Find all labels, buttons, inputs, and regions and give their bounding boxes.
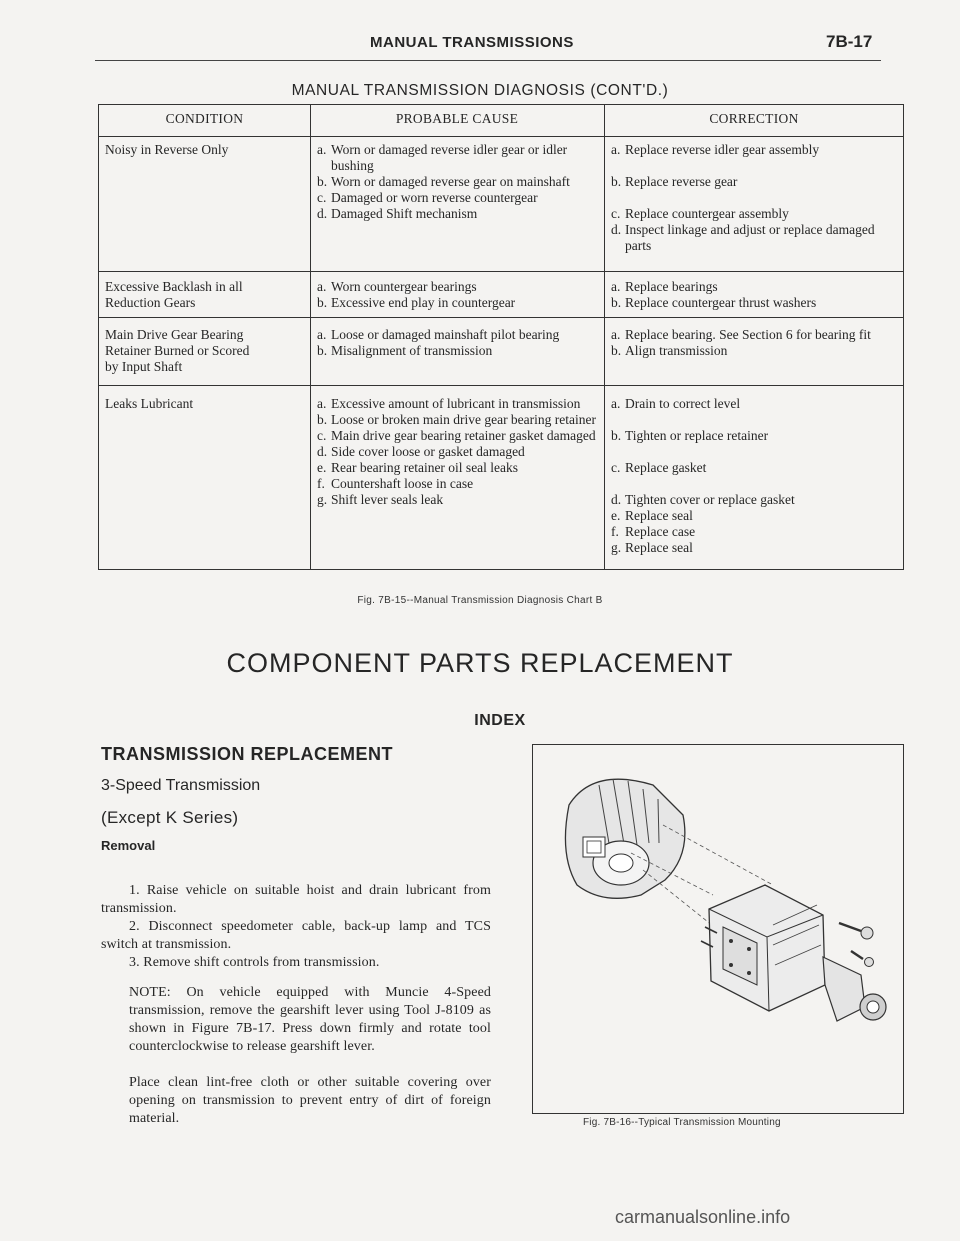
index-heading: INDEX — [474, 712, 526, 729]
qualifier-heading: (Except K Series) — [101, 808, 239, 827]
condition-line: Retainer Burned or Scored — [105, 343, 250, 358]
item-text: Damaged or worn reverse countergear — [331, 190, 538, 205]
figure-caption-7b-15: Fig. 7B-15--Manual Transmission Diagnosis Chart B — [357, 595, 603, 606]
sub-subheading: 3-Speed Transmission — [101, 777, 261, 794]
cause-item — [317, 492, 597, 508]
header-rule — [95, 60, 881, 61]
cause-item — [317, 327, 597, 343]
item-letter: b. — [317, 174, 328, 189]
correction-item — [611, 295, 897, 311]
item-text: Replace reverse gear — [625, 174, 738, 189]
page-number: 7B-17 — [826, 32, 873, 51]
column-header-condition: CONDITION — [165, 111, 244, 126]
subheading: TRANSMISSION REPLACEMENT — [101, 744, 394, 764]
item-text: Side cover loose or gasket damaged — [331, 444, 525, 459]
item-letter: c. — [611, 206, 621, 221]
cause-item — [317, 460, 597, 476]
item-text: Loose or broken main drive gear bearing retainer — [331, 412, 597, 427]
item-letter: c. — [611, 460, 621, 475]
row-divider — [99, 385, 903, 386]
section-heading: COMPONENT PARTS REPLACEMENT — [226, 648, 734, 678]
cause-cell — [317, 279, 597, 311]
condition-line: Noisy in Reverse Only — [105, 142, 229, 157]
item-letter: a. — [317, 396, 327, 411]
item-text: Align transmission — [625, 343, 728, 358]
item-text: Main drive gear bearing retainer gasket damaged — [331, 428, 596, 443]
item-letter: d. — [611, 492, 622, 507]
item-letter: b. — [611, 428, 622, 443]
item-text: Worn or damaged reverse gear on mainshaft — [331, 174, 570, 189]
item-letter: g. — [317, 492, 328, 507]
item-text: Tighten cover or replace gasket — [625, 492, 795, 507]
correction-item — [611, 222, 897, 254]
cause-item — [317, 142, 597, 174]
item-letter: a. — [317, 142, 327, 157]
condition-line: Leaks Lubricant — [105, 396, 194, 411]
correction-item — [611, 174, 897, 190]
procedure-heading: Removal — [101, 838, 156, 853]
watermark: carmanualsonline.info — [615, 1207, 791, 1227]
correction-item — [611, 279, 897, 295]
item-text: Worn countergear bearings — [331, 279, 477, 294]
step-paragraph: 1. Raise vehicle on suitable hoist and drain lubricant from transmission. — [101, 883, 491, 916]
column-header-probable-cause: PROBABLE CAUSE — [395, 111, 519, 126]
item-text: Inspect linkage and adjust or replace damaged parts — [625, 222, 875, 253]
condition-cell — [105, 327, 305, 375]
header-row-divider — [99, 136, 903, 137]
correction-cell — [611, 279, 897, 311]
item-letter: a. — [611, 279, 621, 294]
note-paragraph: NOTE: On vehicle equipped with Muncie 4-Speed transmission, remove the gearshift lever using Tool J-8109 as shown in Figure 7B-17. Press down firmly and rotate tool counterclockwise to release gearshift lever. — [129, 985, 491, 1054]
item-letter: c. — [317, 428, 327, 443]
cause-cell — [317, 327, 597, 359]
cause-item — [317, 174, 597, 190]
item-text: Worn or damaged reverse idler gear or idler bushing — [331, 142, 568, 173]
row-divider — [99, 317, 903, 318]
correction-item — [611, 540, 897, 556]
correction-cell — [611, 396, 897, 556]
cause-item — [317, 412, 597, 428]
row-divider — [99, 271, 903, 272]
item-letter: g. — [611, 540, 622, 555]
cause-item — [317, 428, 597, 444]
cause-item — [317, 343, 597, 359]
condition-line: Reduction Gears — [105, 295, 196, 310]
condition-cell — [105, 279, 305, 311]
correction-item — [611, 206, 897, 222]
item-letter: b. — [317, 343, 328, 358]
item-letter: b. — [611, 343, 622, 358]
item-letter: c. — [317, 190, 327, 205]
item-text: Misalignment of transmission — [331, 343, 493, 358]
condition-cell — [105, 142, 305, 158]
condition-cell — [105, 396, 305, 412]
cause-item — [317, 206, 597, 222]
correction-cell — [611, 327, 897, 359]
item-text: Replace bearing. See Section 6 for bearing fit — [625, 327, 871, 342]
step-paragraph: 3. Remove shift controls from transmission. — [129, 955, 380, 970]
cause-item — [317, 190, 597, 206]
item-text: Excessive amount of lubricant in transmission — [331, 396, 581, 411]
closing-paragraph: Place clean lint-free cloth or other suitable covering over opening on transmission to prevent entry of dirt of foreign material. — [129, 1075, 491, 1126]
item-letter: e. — [317, 460, 327, 475]
column-divider — [310, 105, 311, 569]
cause-item — [317, 444, 597, 460]
item-letter: a. — [611, 327, 621, 342]
item-letter: a. — [317, 327, 327, 342]
correction-item — [611, 492, 897, 508]
item-letter: b. — [317, 295, 328, 310]
column-header-correction: CORRECTION — [709, 111, 799, 126]
item-letter: f. — [611, 524, 619, 539]
item-letter: b. — [611, 295, 622, 310]
figure-frame — [532, 744, 904, 1114]
item-text: Replace seal — [625, 540, 693, 555]
cause-cell — [317, 396, 597, 508]
item-text: Excessive end play in countergear — [331, 295, 516, 310]
item-letter: a. — [611, 142, 621, 157]
cause-item — [317, 476, 597, 492]
item-letter: d. — [317, 444, 328, 459]
item-text: Replace countergear thrust washers — [625, 295, 817, 310]
correction-item — [611, 524, 897, 540]
item-letter: a. — [317, 279, 327, 294]
correction-item — [611, 508, 897, 524]
cause-cell — [317, 142, 597, 222]
condition-line: Main Drive Gear Bearing — [105, 327, 244, 342]
running-title: MANUAL TRANSMISSIONS — [370, 34, 574, 51]
item-text: Damaged Shift mechanism — [331, 206, 478, 221]
column-divider — [604, 105, 605, 569]
condition-line: by Input Shaft — [105, 359, 183, 374]
item-text: Countershaft loose in case — [331, 476, 474, 491]
item-text: Replace gasket — [625, 460, 707, 475]
correction-item — [611, 142, 897, 158]
item-text: Shift lever seals leak — [331, 492, 444, 507]
condition-line: Excessive Backlash in all — [105, 279, 243, 294]
step-paragraph: 2. Disconnect speedometer cable, back-up lamp and TCS switch at transmission. — [101, 919, 491, 952]
item-text: Replace seal — [625, 508, 693, 523]
correction-item — [611, 343, 897, 359]
item-letter: f. — [317, 476, 325, 491]
cause-item — [317, 279, 597, 295]
item-letter: d. — [317, 206, 328, 221]
running-head — [0, 32, 960, 56]
item-letter: d. — [611, 222, 622, 237]
table-title: MANUAL TRANSMISSION DIAGNOSIS (CONT'D.) — [291, 82, 669, 99]
item-text: Replace case — [625, 524, 696, 539]
item-text: Rear bearing retainer oil seal leaks — [331, 460, 519, 475]
correction-item — [611, 327, 897, 343]
item-text: Loose or damaged mainshaft pilot bearing — [331, 327, 560, 342]
correction-item — [611, 460, 897, 476]
correction-item — [611, 428, 897, 444]
item-text: Replace bearings — [625, 279, 718, 294]
transmission-mounting-illustration — [533, 745, 902, 1112]
item-text: Replace countergear assembly — [625, 206, 789, 221]
cause-item — [317, 396, 597, 412]
item-letter: b. — [611, 174, 622, 189]
item-letter: a. — [611, 396, 621, 411]
correction-item — [611, 396, 897, 412]
item-text: Tighten or replace retainer — [625, 428, 769, 443]
figure-caption-7b-16: Fig. 7B-16--Typical Transmission Mounting — [583, 1117, 781, 1128]
item-letter: e. — [611, 508, 621, 523]
cause-item — [317, 295, 597, 311]
item-text: Replace reverse idler gear assembly — [625, 142, 820, 157]
item-text: Drain to correct level — [625, 396, 741, 411]
item-letter: b. — [317, 412, 328, 427]
diagnosis-table — [98, 104, 904, 570]
correction-cell — [611, 142, 897, 254]
